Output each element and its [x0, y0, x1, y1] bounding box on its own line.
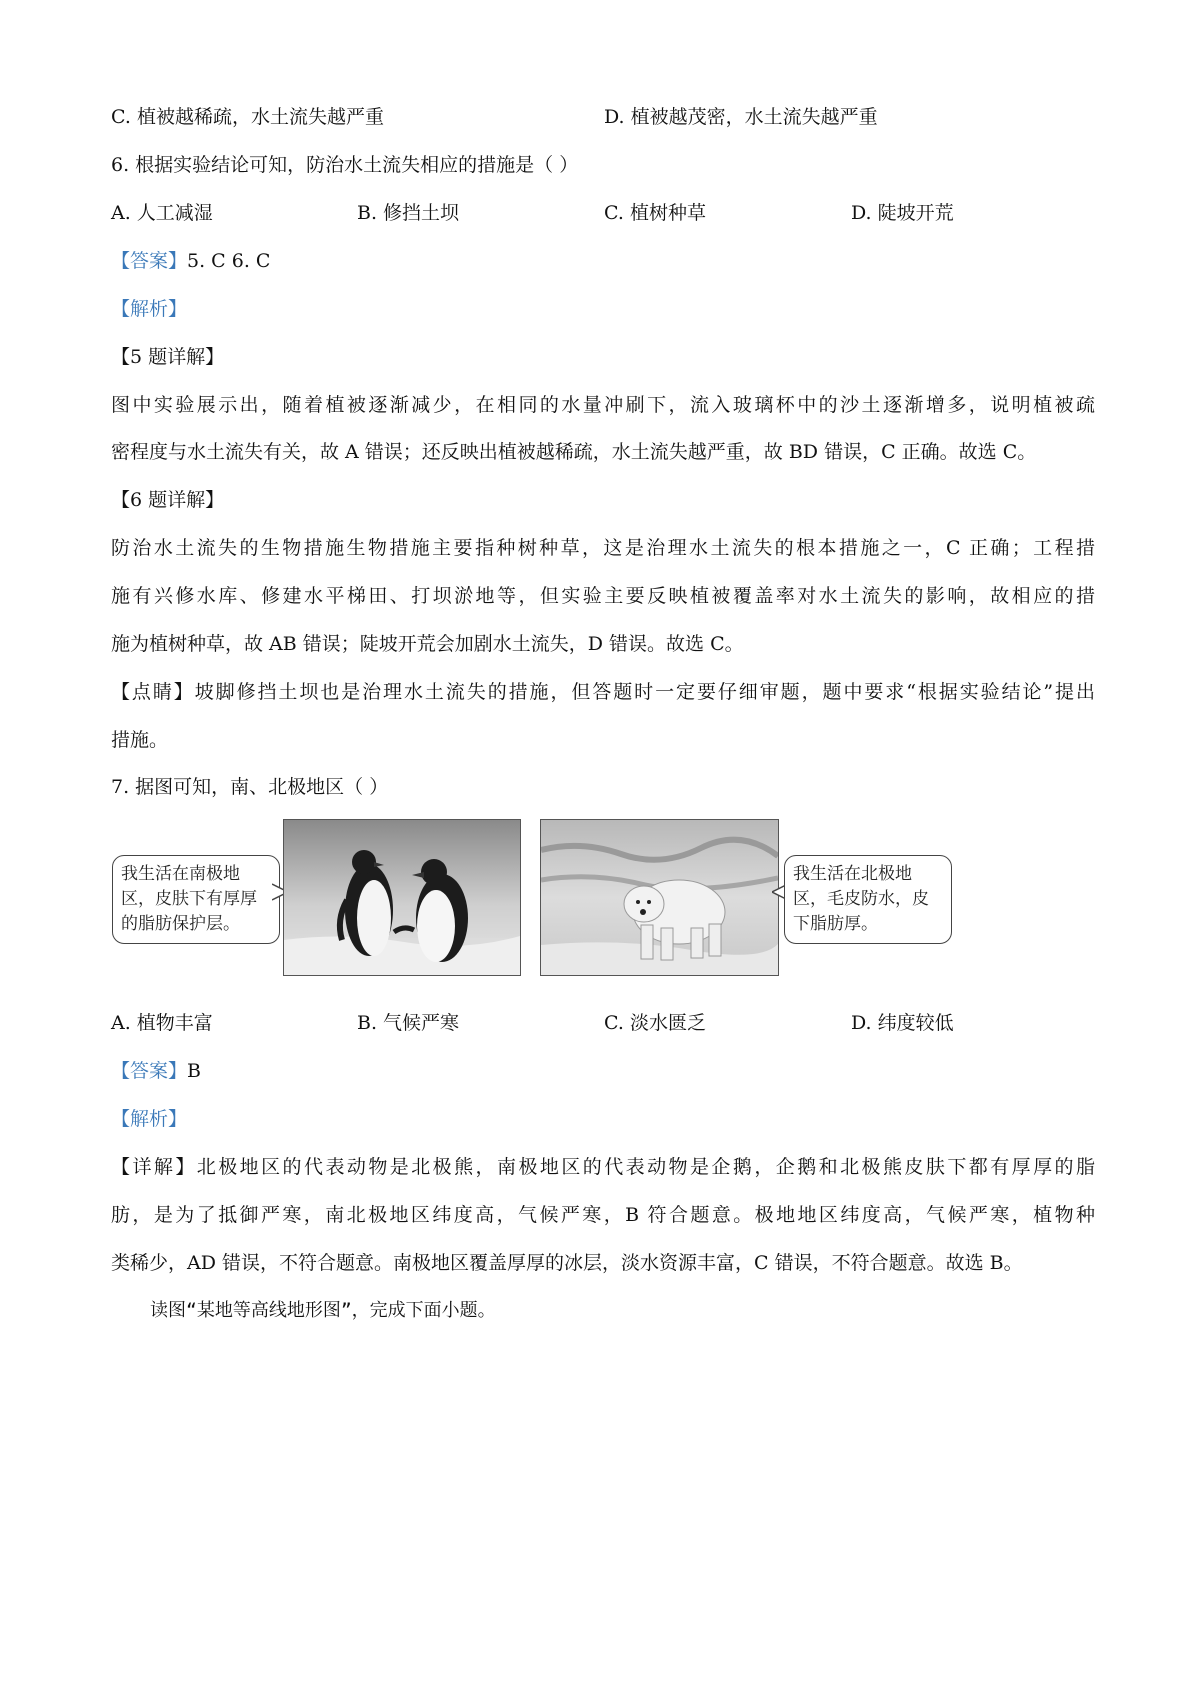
answer-7 [111, 1056, 201, 1083]
polar-bear-photo [540, 819, 779, 976]
q7-option-d: D. 纬度较低 [851, 1012, 954, 1034]
q5-option-d: D. 植被越茂密，水土流失越严重 [604, 106, 878, 128]
detail7-text1: 北极地区的代表动物是北极熊，南极地区的代表动物是企鹅，企鹅和北极熊皮肤下都有厚厚的脂 [196, 1156, 1095, 1178]
answer-text: 5. C 6. C [187, 250, 271, 272]
answer7-text: B [187, 1060, 201, 1082]
q7-option-c: C. 淡水匮乏 [604, 1012, 706, 1034]
q7-option-b: B. 气候严寒 [357, 1012, 460, 1034]
bubble-left-line2: 区，皮肤下有厚厚 [121, 889, 257, 909]
next-intro: 读图“某地等高线地形图”，完成下面小题。 [150, 1300, 496, 1321]
detail7-line1 [111, 1152, 1095, 1179]
tip-text: 坡脚修挡土坝也是治理水土流失的措施，但答题时一定要仔细审题，题中要求“根据实验结论”提出 [194, 681, 1095, 703]
tip-tag: 【点睛】 [111, 681, 195, 703]
detail6-line1: 防治水土流失的生物措施生物措施主要指种树种草，这是治理水土流失的根本措施之一，C 正确；工程措 [111, 537, 1095, 559]
bubble-right-line2: 区，毛皮防水，皮 [793, 889, 929, 909]
detail7-line2: 肪，是为了抵御严寒，南北极地区纬度高，气候严寒，B 符合题意。极地地区纬度高，气候严寒，植物种 [111, 1204, 1095, 1226]
q6-option-c: C. 植树种草 [604, 202, 706, 224]
q6-option-b: B. 修挡土坝 [357, 202, 460, 224]
polar-bear-speech-bubble [784, 855, 952, 944]
detail5-line1: 图中实验展示出，随着植被逐渐减少，在相同的水量冲刷下，流入玻璃杯中的沙土逐渐增多，说明植被疏 [111, 394, 1095, 416]
q6-option-d: D. 陡坡开荒 [851, 202, 954, 224]
analysis-tag-2: 【解析】 [111, 1108, 188, 1130]
q6-option-a: A. 人工减湿 [111, 202, 213, 224]
q7-stem: 7. 据图可知，南、北极地区（ ） [111, 776, 389, 798]
detail7-tag: 【详解】 [111, 1156, 197, 1178]
q7-option-a: A. 植物丰富 [111, 1012, 213, 1034]
detail5-tag: 【5 题详解】 [111, 346, 225, 368]
q6-stem: 6. 根据实验结论可知，防治水土流失相应的措施是（ ） [111, 154, 579, 176]
detail7-line3: 类稀少，AD 错误，不符合题意。南极地区覆盖厚厚的冰层，淡水资源丰富，C 错误，不符合题意。故选 B。 [111, 1252, 1023, 1274]
tip-line2: 措施。 [111, 729, 169, 751]
penguin-speech-bubble [112, 855, 280, 944]
bubble-left-line1: 我生活在南极地 [121, 864, 240, 884]
detail5-line2: 密程度与水土流失有关，故 A 错误；还反映出植被越稀疏，水土流失越严重，故 BD 错误，C 正确。故选 C。 [111, 441, 1037, 463]
analysis-tag: 【解析】 [111, 298, 188, 320]
bubble-right-line1: 我生活在北极地 [793, 864, 912, 884]
bubble-right-line3: 下脂肪厚。 [793, 914, 878, 934]
answer7-tag: 【答案】 [111, 1060, 188, 1082]
detail6-tag: 【6 题详解】 [111, 489, 225, 511]
detail6-line3: 施为植树种草，故 AB 错误；陡坡开荒会加剧水土流失，D 错误。故选 C。 [111, 633, 744, 655]
tip-line1 [111, 677, 1095, 704]
answer-5-6 [111, 246, 270, 273]
bubble-left-line3: 的脂肪保护层。 [121, 914, 240, 934]
q5-option-c: C. 植被越稀疏，水土流失越严重 [111, 106, 384, 128]
detail6-line2: 施有兴修水库、修建水平梯田、打坝淤地等，但实验主要反映植被覆盖率对水土流失的影响，故相应的措 [111, 585, 1095, 607]
penguins-photo [283, 819, 521, 976]
answer-tag: 【答案】 [111, 250, 188, 272]
